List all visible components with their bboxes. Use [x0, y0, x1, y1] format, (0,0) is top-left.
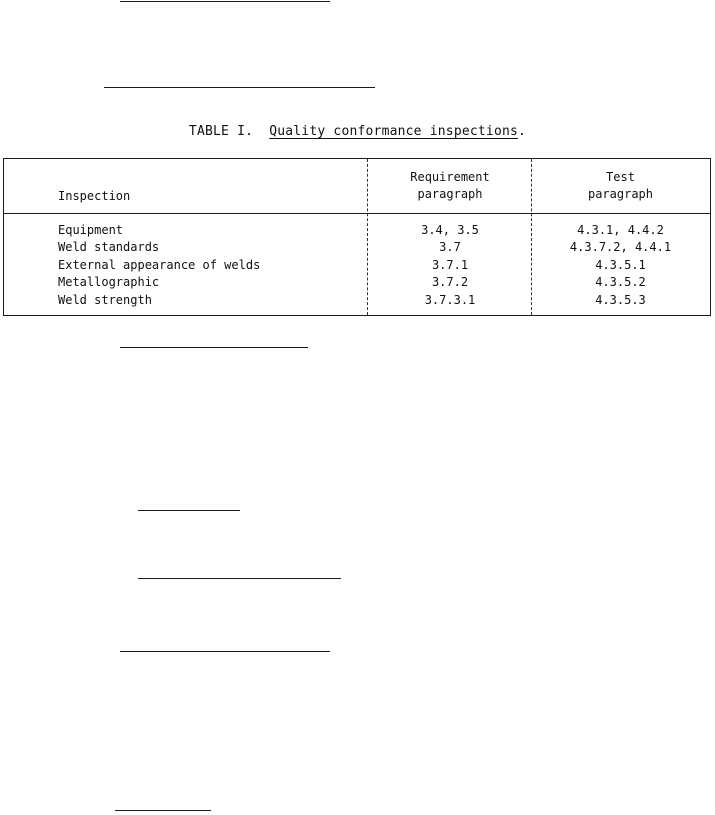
test-cell: 4.3.7.2, 4.4.1	[569, 240, 672, 255]
heading-underline-7	[115, 810, 211, 811]
column-header-requirement-line1: Requirement	[410, 170, 490, 184]
table-row	[4, 222, 710, 239]
table-caption	[0, 124, 715, 139]
quality-conformance-table	[3, 158, 711, 316]
inspection-cell: External appearance of welds	[58, 257, 261, 272]
column-header-requirement	[367, 169, 533, 203]
heading-underline-5	[138, 578, 341, 579]
column-header-requirement-line2: paragraph	[417, 187, 483, 201]
column-header-test-line2: paragraph	[587, 187, 654, 201]
heading-underline-6	[120, 651, 330, 652]
table-caption-suffix: .	[518, 124, 527, 139]
requirement-cell: 3.4, 3.5	[421, 223, 479, 237]
table-body	[4, 222, 710, 309]
table-row	[4, 239, 710, 256]
requirement-cell: 3.7.2	[431, 275, 469, 290]
inspection-cell: Metallographic	[58, 275, 160, 290]
table-row	[4, 274, 710, 291]
test-cell: 4.3.5.2	[595, 275, 646, 290]
table-caption-prefix: TABLE I.	[188, 124, 254, 139]
column-header-inspection: Inspection	[58, 189, 131, 203]
requirement-cell: 3.7.3.1	[424, 292, 476, 307]
requirement-cell: 3.7.1	[431, 257, 469, 272]
heading-underline-2	[104, 87, 375, 88]
table-row	[4, 257, 710, 274]
inspection-cell: Equipment	[58, 223, 124, 237]
table-row	[4, 292, 710, 309]
inspection-cell: Weld strength	[58, 292, 152, 307]
requirement-cell: 3.7	[439, 240, 461, 255]
column-header-test-line1: Test	[606, 170, 635, 184]
heading-underline-3	[120, 347, 308, 348]
column-header-test	[531, 169, 710, 203]
test-cell: 4.3.1, 4.4.2	[577, 223, 664, 237]
header-divider	[4, 213, 710, 214]
table-caption-title: Quality conformance inspections	[269, 124, 519, 139]
test-cell: 4.3.5.1	[595, 257, 646, 272]
test-cell: 4.3.5.3	[595, 292, 646, 307]
heading-underline-1	[120, 1, 330, 2]
inspection-cell: Weld standards	[58, 240, 160, 255]
heading-underline-4	[138, 510, 240, 511]
